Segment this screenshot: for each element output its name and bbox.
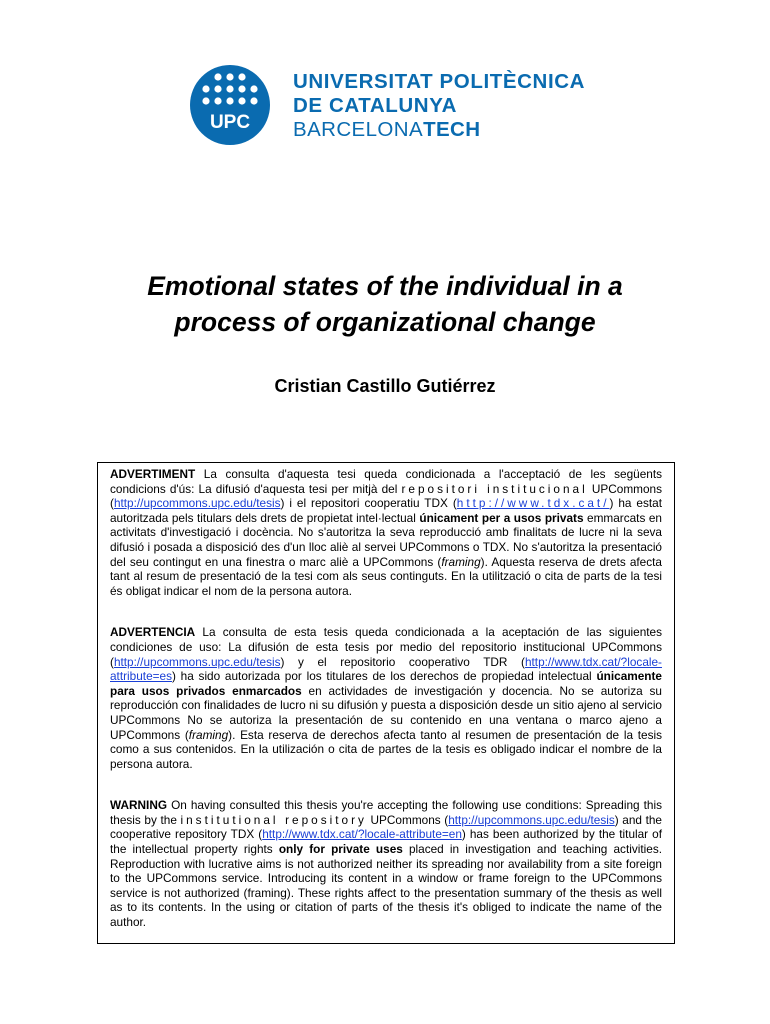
thesis-author: Cristian Castillo Gutiérrez [274, 376, 496, 396]
notice-text: ) and the cooperative repository TDX ( [110, 812, 662, 842]
notice-text: On having consulted this thesis you're accepting the following use conditions: Spreading this thesis by the [110, 798, 662, 827]
notice-text: en actividades de investigación y docencia. No se autoriza su reproducción con finalidades de lucro ni su difusión y puesta a disposición desde un sitio ajeno al servicio UPCommons No se autoriza la presentación de su contenido en una ventana o marco ajeno a UPCommons ( [110, 683, 662, 742]
notice-text: ) ha sido autorizada por los titulares de los derechos de propiedad intelectual [171, 669, 597, 684]
university-name-line3 [293, 118, 585, 142]
notice-text: emmarcats en activitats d'investigació i docència. No s'autoritza la seva reproducció amb finalitats de lucre ni la seva difusió i posada a disposició des d'un lloc aliè al servei UPCommons o TDX. No s'autoritza la presentació del seu contingut en una finestra o marc aliè a UPCommons ( [110, 510, 662, 569]
notice-text: repositori institucional [401, 481, 588, 496]
university-name-line2: DE CATALUNYA [293, 94, 457, 117]
thesis-title [0, 268, 770, 340]
notice-italic: framing [188, 727, 229, 742]
notice-spanish-heading: ADVERTENCIA [110, 625, 196, 640]
tdx-link[interactable]: http://www.tdx.cat/?locale-attribute=es [110, 654, 662, 684]
notice-english [110, 798, 662, 929]
thesis-title-line2: process of organizational change [174, 307, 596, 337]
notice-text: UPCommons ( [366, 812, 449, 827]
notice-text: ) y el repositorio cooperativo TDR ( [280, 654, 525, 669]
notice-text: ). Esta reserva de derechos afecta tanto al resumen de presentación de la tesis como a sus contenidos. En la utilización o cita de partes de la tesis es obligado indicar el nombre de la persona autora. [110, 727, 662, 771]
notice-bold: únicament per a usos privats [419, 510, 584, 525]
notice-text: ). Aquesta reserva de drets afecta tant al resum de presentació de la tesi com als seus continguts. En la utilització o cita de parts de la tesi és obligat indicar el nom de la persona autora. [110, 554, 662, 598]
tdx-link[interactable]: http://www.tdx.cat/?locale-attribute=en [262, 827, 462, 842]
upc-logo-badge: UPC [209, 112, 251, 133]
notice-text: La consulta de esta tesis queda condicionada a la aceptación de las siguientes condiciones de uso: La difusión de esta tesis por medio del repositorio institucional UPCommons ( [110, 625, 662, 669]
notice-bold: only for private uses [278, 842, 403, 857]
notice-text: ) ha estat autoritzada pels titulars dels drets de propietat intel·lectual [110, 496, 662, 525]
tdx-link[interactable]: http://www.tdx.cat/ [456, 496, 610, 511]
university-tech: TECH [423, 118, 481, 141]
university-city: BARCELONA [293, 118, 424, 141]
notice-bold: únicamente para usos privados enmarcados [110, 669, 662, 698]
upc-header [190, 65, 610, 145]
upcommons-link[interactable]: http://upcommons.upc.edu/tesis [113, 654, 281, 669]
notice-text: institutional repository [180, 812, 367, 827]
university-name [293, 70, 585, 142]
notice-text: ) i el repositori cooperatiu TDX ( [280, 496, 457, 511]
notice-text: placed in investigation and teaching activities. Reproduction with lucrative aims is not authorized neither its spreading nor availability from a site foreign to the UPCommons service. Introducing its content in a window or frame foreign to the UPCommons service is not authorized (framing). These rights affect to the presentation summary of the thesis as well as to its contents. In the using or citation of parts of the thesis it's obliged to indicate the name of the author. [110, 842, 662, 930]
thesis-title-line1: Emotional states of the individual in a [147, 271, 623, 301]
notice-text: ) has been authorized by the titular of the intellectual property rights [110, 827, 662, 857]
notice-text: UPCommons ( [110, 481, 662, 511]
upc-logo-icon [190, 65, 270, 145]
university-name-line1: UNIVERSITAT POLITÈCNICA [293, 70, 586, 93]
notice-italic: framing [441, 554, 481, 569]
upcommons-link[interactable]: http://upcommons.upc.edu/tesis [113, 496, 281, 511]
license-notice-box [97, 462, 675, 944]
notice-text: La consulta d'aquesta tesi queda condicionada a l'acceptació de les següents condicions d'ús: La difusió d'aquesta tesi per mitjà del [110, 467, 662, 496]
notice-catalan [110, 467, 662, 598]
notice-catalan-heading: ADVERTIMENT [110, 467, 196, 481]
upcommons-link[interactable]: http://upcommons.upc.edu/tesis [448, 812, 615, 827]
notice-english-heading: WARNING [110, 798, 168, 813]
notice-spanish [110, 625, 662, 771]
